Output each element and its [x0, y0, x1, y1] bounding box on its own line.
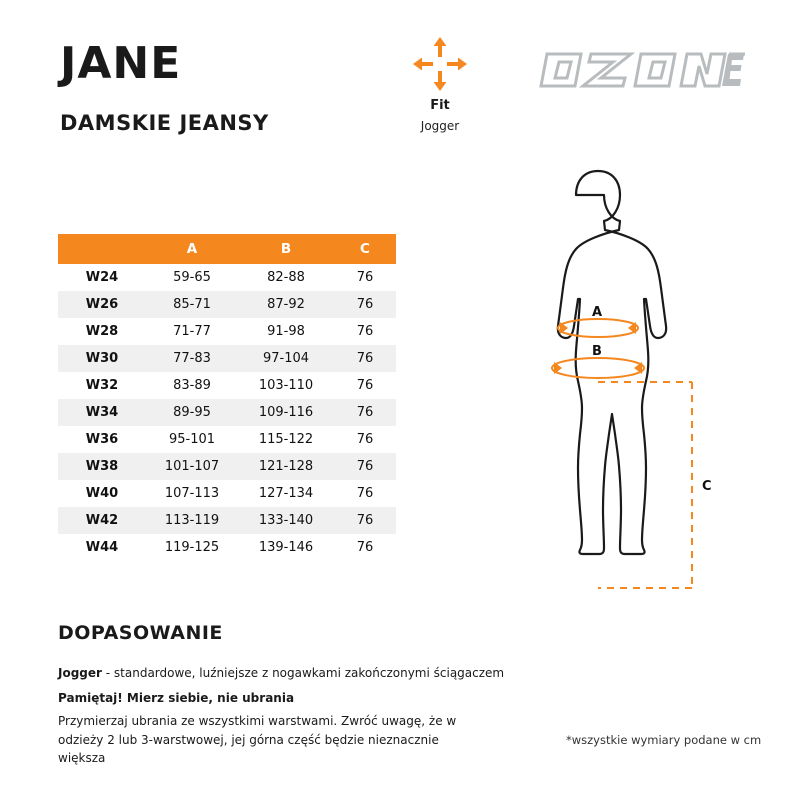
cell-c: 76 [356, 486, 374, 501]
table-row [58, 318, 396, 345]
table-row [58, 453, 396, 480]
table-row [58, 291, 396, 318]
cell-b: 121-128 [258, 459, 314, 474]
cell-a: 59-65 [173, 270, 211, 285]
cell-c: 76 [356, 378, 374, 393]
cell-b: 115-122 [258, 432, 314, 447]
cell-a: 113-119 [164, 513, 220, 528]
cell-c: 76 [356, 540, 374, 555]
table-body [58, 264, 396, 561]
measure-note: Przymierzaj ubrania ze wszystkimi warstwami. Zwróć uwagę, że w odzieży 2 lub 3-warstwowej, jej górna część będzie nieznacznie większa [58, 714, 457, 766]
fit-value: Jogger [420, 119, 460, 133]
column-header-c: C [334, 234, 396, 264]
fit-block [390, 36, 490, 133]
cell-size: W44 [85, 540, 119, 555]
cell-c: 76 [356, 459, 374, 474]
units-footnote: *wszystkie wymiary podane w cm [566, 733, 762, 747]
cell-c: 76 [356, 432, 374, 447]
table-row [58, 480, 396, 507]
cell-size: W38 [85, 459, 119, 474]
cell-b: 91-98 [267, 324, 305, 339]
cell-a: 71-77 [173, 324, 211, 339]
cell-a: 95-101 [168, 432, 216, 447]
cell-b: 109-116 [258, 405, 314, 420]
cell-b: 87-92 [267, 297, 305, 312]
cell-a: 89-95 [173, 405, 211, 420]
cell-size: W40 [85, 486, 119, 501]
cell-b: 127-134 [258, 486, 314, 501]
column-header-size [58, 234, 146, 264]
cell-size: W26 [85, 297, 119, 312]
cell-size: W28 [85, 324, 119, 339]
brand-logo [515, 48, 745, 92]
fit-arrows-icon [412, 36, 468, 92]
cell-size: W42 [85, 513, 119, 528]
fit-label: Fit [430, 98, 450, 113]
page-subtitle: DAMSKIE JEANSY [60, 111, 269, 135]
svg-text:C: C [702, 479, 712, 494]
cell-a: 85-71 [173, 297, 211, 312]
svg-text:B: B [592, 344, 602, 359]
cell-size: W24 [85, 270, 119, 285]
table-row [58, 507, 396, 534]
cell-size: W34 [85, 405, 119, 420]
table-header-row [58, 234, 396, 264]
body-figure [480, 150, 770, 620]
size-table [58, 234, 396, 561]
cell-size: W30 [85, 351, 119, 366]
cell-a: 83-89 [173, 378, 211, 393]
cell-b: 97-104 [262, 351, 310, 366]
cell-c: 76 [356, 513, 374, 528]
cell-b: 82-88 [267, 270, 305, 285]
table-row [58, 372, 396, 399]
fit-description-text: - standardowe, luźniejsze z nogawkami zakończonymi ściągaczem [101, 666, 505, 680]
cell-a: 77-83 [173, 351, 211, 366]
svg-text:A: A [592, 305, 603, 320]
cell-a: 107-113 [164, 486, 220, 501]
table-row [58, 345, 396, 372]
cell-size: W36 [85, 432, 119, 447]
cell-c: 76 [356, 324, 374, 339]
table-row [58, 426, 396, 453]
table-row [58, 534, 396, 561]
cell-a: 101-107 [164, 459, 220, 474]
fit-section-heading: DOPASOWANIE [58, 622, 223, 644]
column-header-b: B [238, 234, 334, 264]
cell-size: W32 [85, 378, 119, 393]
cell-c: 76 [356, 405, 374, 420]
size-table-wrapper [58, 234, 396, 561]
cell-c: 76 [356, 351, 374, 366]
fit-description-name: Jogger [58, 666, 102, 680]
cell-b: 103-110 [258, 378, 314, 393]
fit-description [58, 666, 504, 680]
cell-c: 76 [356, 297, 374, 312]
cell-c: 76 [356, 270, 374, 285]
table-row [58, 399, 396, 426]
page-title: JANE [60, 38, 182, 89]
table-row [58, 264, 396, 291]
column-header-a: A [146, 234, 238, 264]
cell-a: 119-125 [164, 540, 220, 555]
remember-note: Pamiętaj! Mierz siebie, nie ubrania [58, 691, 295, 705]
cell-b: 133-140 [258, 513, 314, 528]
cell-b: 139-146 [258, 540, 314, 555]
